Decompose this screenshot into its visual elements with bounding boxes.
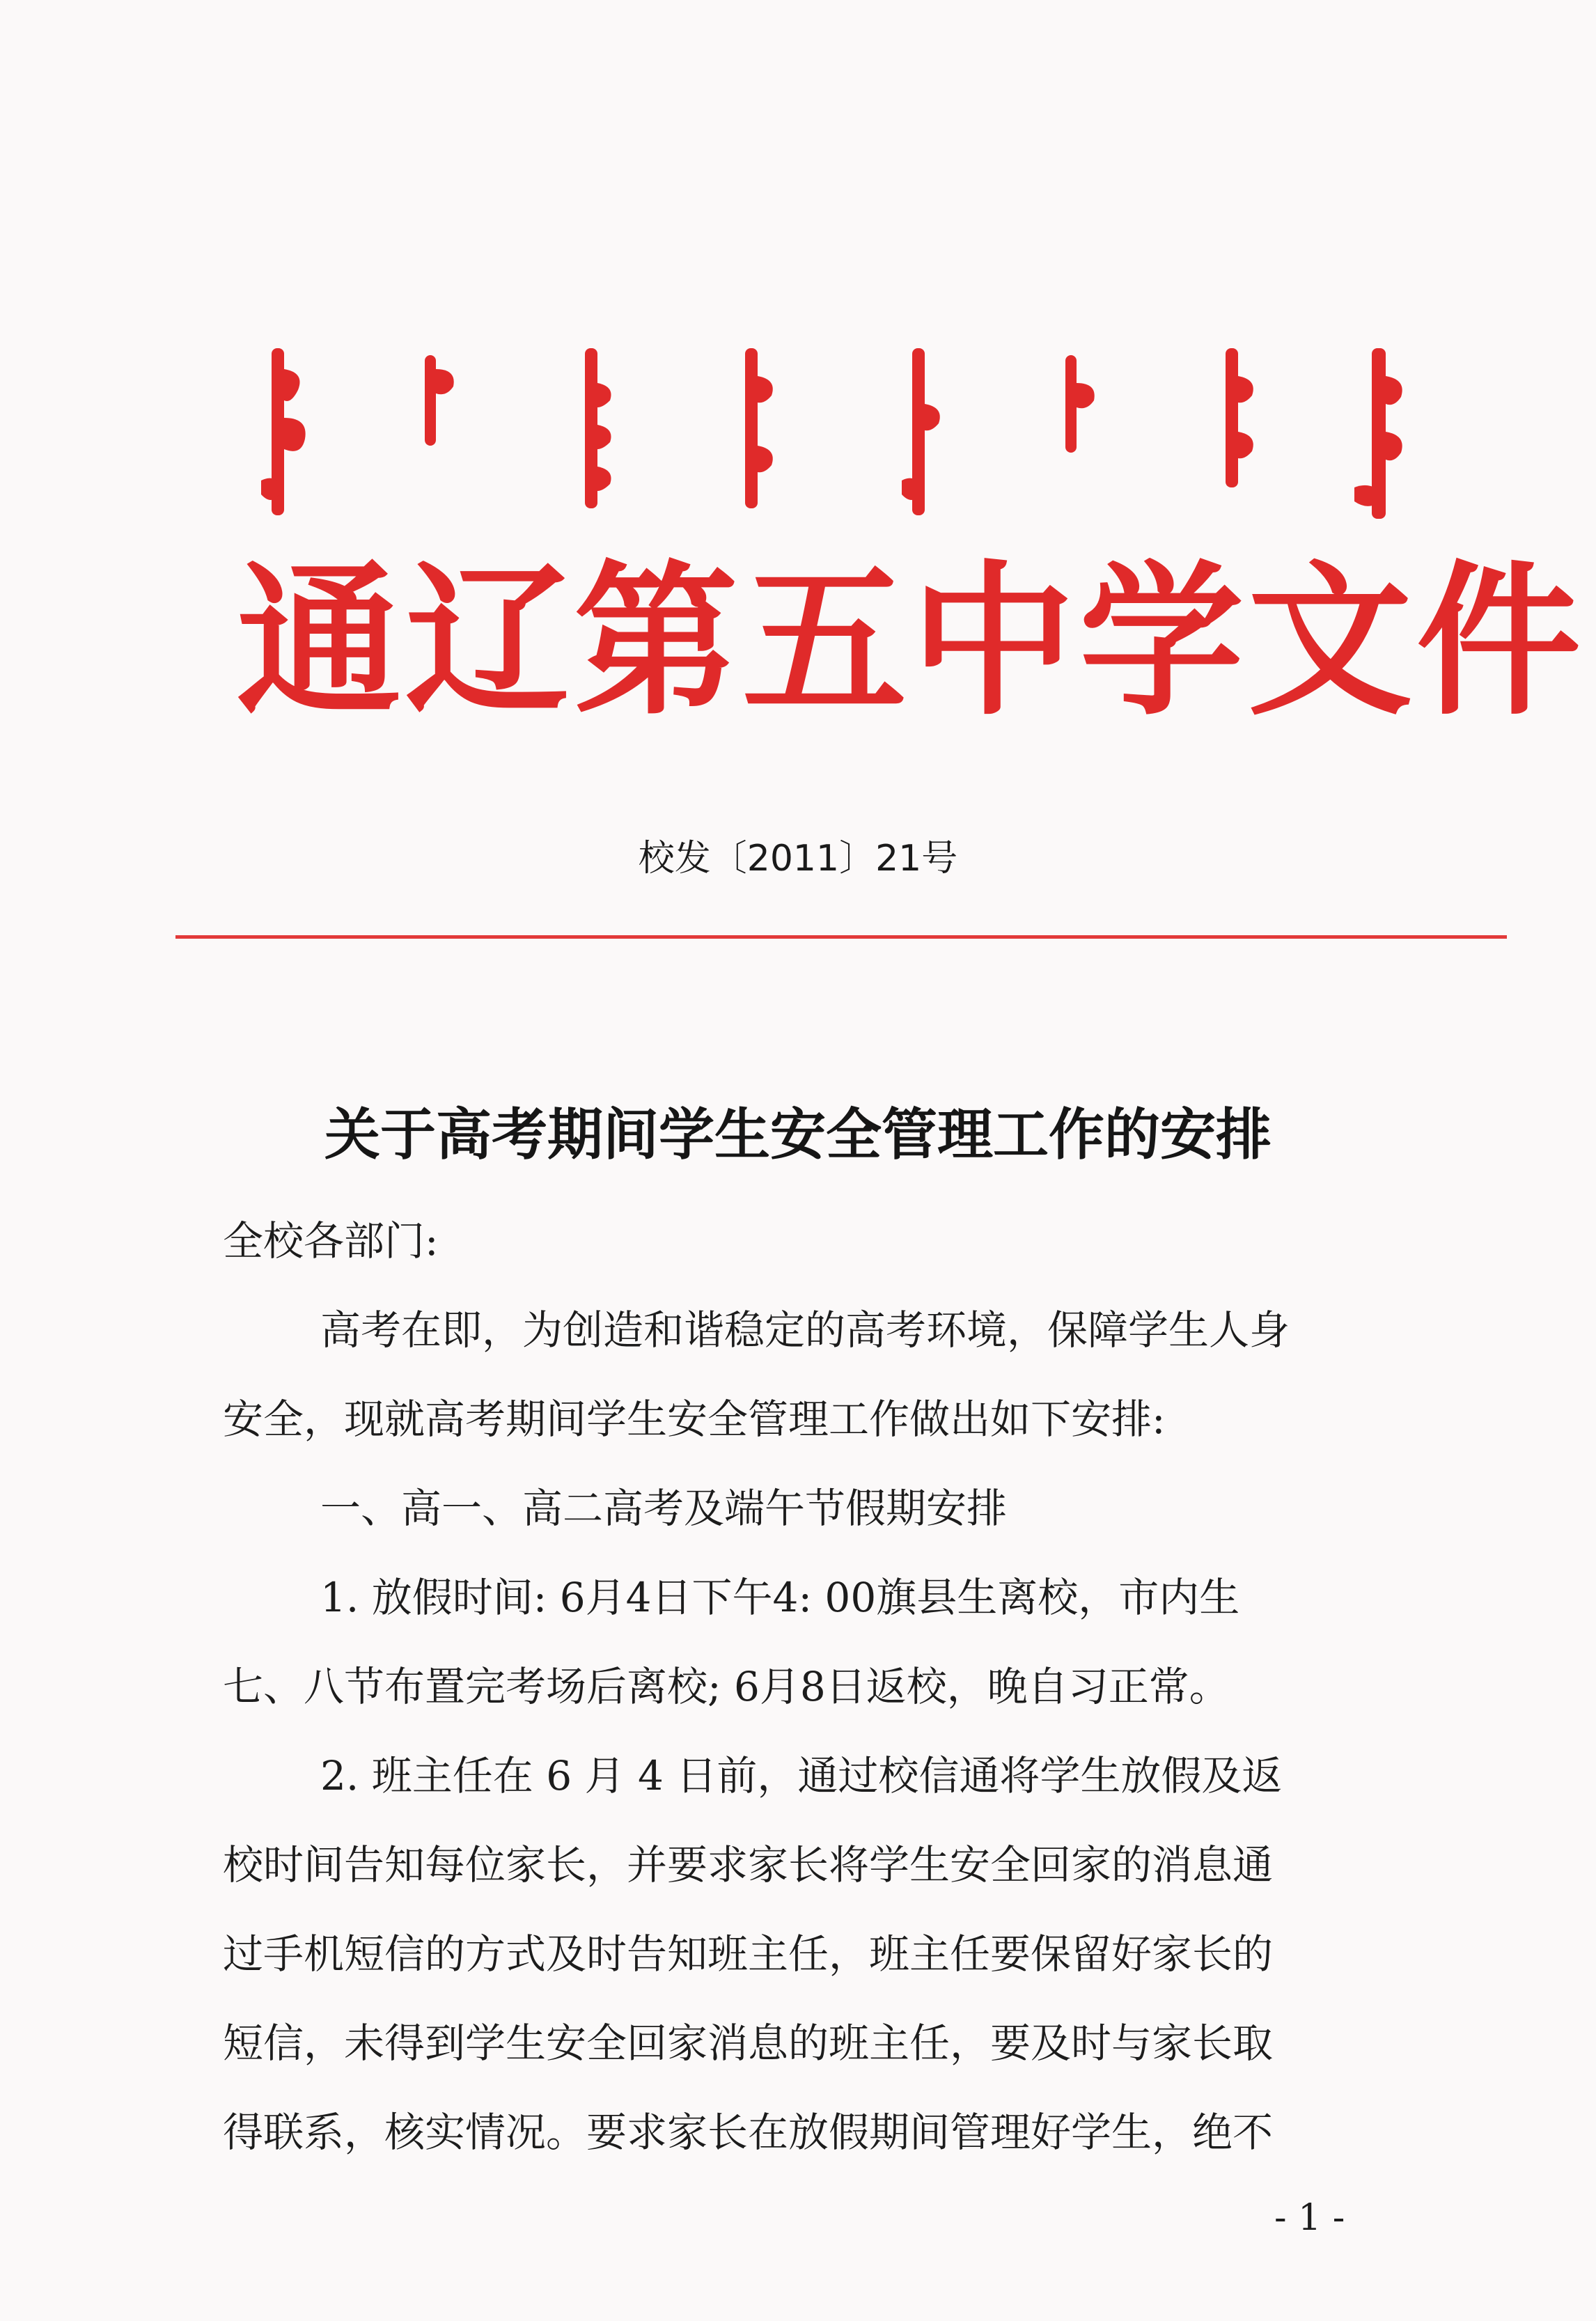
section-heading: 一、高一、高二高考及端午节假期安排 [320,1485,1008,1532]
salutation: 全校各部门: [223,1217,439,1265]
body-line: 七、八节布置完考场后离校; 6月8日返校，晚自习正常。 [223,1663,1230,1710]
body-line: 2. 班主任在 6 月 4 日前，通过校信通将学生放假及返 [320,1752,1283,1799]
document-header-title: 通辽第五中学文件 [237,544,1586,737]
body-line: 安全，现就高考期间学生安全管理工作做出如下安排: [223,1396,1166,1443]
document-number: 校发〔2011〕21号 [638,838,958,880]
red-divider-line [175,935,1507,939]
body-line: 过手机短信的方式及时告知班主任，班主任要保留好家长的 [223,1930,1274,1978]
body-line: 短信，未得到学生安全回家消息的班主任，要及时与家长取 [223,2019,1274,2067]
notice-title: 关于高考期间学生安全管理工作的安排 [324,1102,1272,1167]
body-line: 高考在即，为创造和谐稳定的高考环境，保障学生人身 [320,1306,1290,1354]
mongolian-script-glyphs [258,341,1414,529]
body-line: 1. 放假时间: 6月4日下午4: 00旗县生离校，市内生 [320,1574,1240,1621]
mongolian-script-emblem [258,341,1414,529]
page-number: - 1 - [1274,2197,1345,2239]
body-line: 得联系，核实情况。要求家长在放假期间管理好学生，绝不 [223,2109,1274,2156]
notice-body [223,1196,1434,2177]
body-line: 校时间告知每位家长，并要求家长将学生安全回家的消息通 [223,1841,1274,1889]
